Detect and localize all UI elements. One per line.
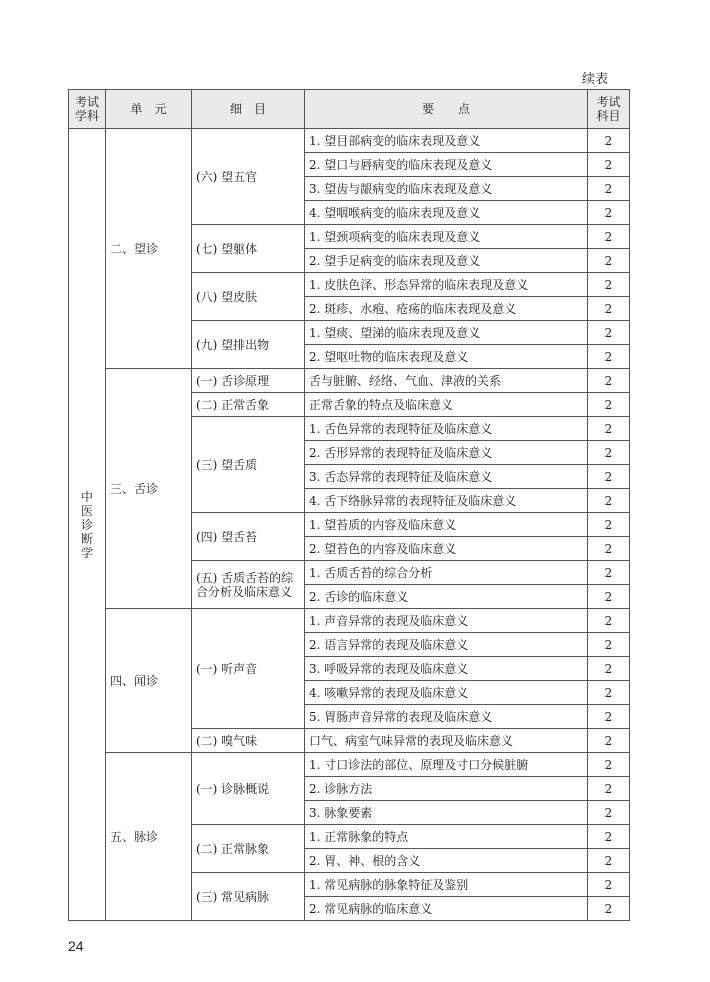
point-cell: 舌与脏腑、经络、气血、津液的关系: [305, 369, 588, 393]
subject-name: 中医诊断学: [80, 489, 93, 560]
point-cell: 4. 望咽喉病变的临床表现及意义: [305, 201, 588, 225]
table-row: [69, 609, 630, 633]
point-cell: 4. 咳嗽异常的表现及临床意义: [305, 681, 588, 705]
level-cell: 2: [588, 297, 630, 321]
level-cell: 2: [588, 777, 630, 801]
header-subject: 考试学科: [69, 90, 106, 129]
item-cell: (七) 望躯体: [192, 225, 305, 273]
unit-cell: 三、舌诊: [106, 369, 192, 609]
level-cell: 2: [588, 609, 630, 633]
point-cell: 3. 望齿与龈病变的临床表现及意义: [305, 177, 588, 201]
unit-cell: 四、闻诊: [106, 609, 192, 753]
level-cell: 2: [588, 249, 630, 273]
header-unit: 单 元: [106, 90, 192, 129]
unit-cell: 二、望诊: [106, 129, 192, 369]
subject-cell: [69, 129, 106, 921]
point-cell: 2. 望呕吐物的临床表现及意义: [305, 345, 588, 369]
level-cell: 2: [588, 753, 630, 777]
level-cell: 2: [588, 561, 630, 585]
level-cell: 2: [588, 321, 630, 345]
level-cell: 2: [588, 129, 630, 153]
item-cell: (一) 舌诊原理: [192, 369, 305, 393]
item-cell: (二) 正常舌象: [192, 393, 305, 417]
header-points: 要 点: [305, 90, 588, 129]
point-cell: 2. 望苔色的内容及临床意义: [305, 537, 588, 561]
point-cell: 正常舌象的特点及临床意义: [305, 393, 588, 417]
item-cell: (二) 嗅气味: [192, 729, 305, 753]
level-cell: 2: [588, 489, 630, 513]
item-cell: (三) 望舌质: [192, 417, 305, 513]
point-cell: 4. 舌下络脉异常的表现特征及临床意义: [305, 489, 588, 513]
level-cell: 2: [588, 273, 630, 297]
point-cell: 1. 望痰、望涕的临床表现及意义: [305, 321, 588, 345]
syllabus-table: [68, 89, 630, 921]
point-cell: 2. 斑疹、水疱、疮疡的临床表现及意义: [305, 297, 588, 321]
point-cell: 1. 望苔质的内容及临床意义: [305, 513, 588, 537]
table-row: [69, 129, 630, 153]
level-cell: 2: [588, 825, 630, 849]
point-cell: 2. 语言异常的表现及临床意义: [305, 633, 588, 657]
point-cell: 2. 舌诊的临床意义: [305, 585, 588, 609]
point-cell: 1. 寸口诊法的部位、原理及寸口分候脏腑: [305, 753, 588, 777]
point-cell: 2. 舌形异常的表现特征及临床意义: [305, 441, 588, 465]
point-cell: 口气、病室气味异常的表现及临床意义: [305, 729, 588, 753]
item-cell: (一) 诊脉概说: [192, 753, 305, 825]
item-cell: (三) 常见病脉: [192, 873, 305, 921]
level-cell: 2: [588, 849, 630, 873]
point-cell: 2. 诊脉方法: [305, 777, 588, 801]
point-cell: 1. 声音异常的表现及临床意义: [305, 609, 588, 633]
level-cell: 2: [588, 153, 630, 177]
unit-cell: 五、脉诊: [106, 753, 192, 921]
item-cell: (四) 望舌苔: [192, 513, 305, 561]
level-cell: 2: [588, 705, 630, 729]
item-cell: (二) 正常脉象: [192, 825, 305, 873]
syllabus-table-body: [69, 90, 630, 921]
level-cell: 2: [588, 177, 630, 201]
level-cell: 2: [588, 513, 630, 537]
level-cell: 2: [588, 537, 630, 561]
item-cell: (八) 望皮肤: [192, 273, 305, 321]
point-cell: 1. 望颈项病变的临床表现及意义: [305, 225, 588, 249]
header-item: 细 目: [192, 90, 305, 129]
point-cell: 1. 正常脉象的特点: [305, 825, 588, 849]
point-cell: 3. 呼吸异常的表现及临床意义: [305, 657, 588, 681]
point-cell: 1. 舌质舌苔的综合分析: [305, 561, 588, 585]
page-number: 24: [68, 938, 84, 954]
point-cell: 1. 常见病脉的脉象特征及鉴别: [305, 873, 588, 897]
header-level: 考试科目: [588, 90, 630, 129]
item-cell: (九) 望排出物: [192, 321, 305, 369]
level-cell: 2: [588, 897, 630, 921]
level-cell: 2: [588, 801, 630, 825]
level-cell: 2: [588, 657, 630, 681]
point-cell: 2. 胃、神、根的含义: [305, 849, 588, 873]
level-cell: 2: [588, 729, 630, 753]
point-cell: 3. 脉象要素: [305, 801, 588, 825]
level-cell: 2: [588, 465, 630, 489]
point-cell: 2. 望口与唇病变的临床表现及意义: [305, 153, 588, 177]
level-cell: 2: [588, 585, 630, 609]
level-cell: 2: [588, 393, 630, 417]
table-header-row: [69, 90, 630, 129]
level-cell: 2: [588, 225, 630, 249]
level-cell: 2: [588, 633, 630, 657]
level-cell: 2: [588, 417, 630, 441]
point-cell: 2. 常见病脉的临床意义: [305, 897, 588, 921]
continued-label: 续表: [582, 72, 609, 87]
level-cell: 2: [588, 873, 630, 897]
level-cell: 2: [588, 201, 630, 225]
point-cell: 3. 舌态异常的表现特征及临床意义: [305, 465, 588, 489]
table-row: [69, 369, 630, 393]
point-cell: 1. 皮肤色泽、形态异常的临床表现及意义: [305, 273, 588, 297]
item-cell: (一) 听声音: [192, 609, 305, 729]
level-cell: 2: [588, 441, 630, 465]
item-cell: (六) 望五官: [192, 129, 305, 225]
level-cell: 2: [588, 369, 630, 393]
point-cell: 1. 望目部病变的临床表现及意义: [305, 129, 588, 153]
item-cell: (五) 舌质舌苔的综合分析及临床意义: [192, 561, 305, 609]
point-cell: 5. 胃肠声音异常的表现及临床意义: [305, 705, 588, 729]
table-row: [69, 753, 630, 777]
point-cell: 1. 舌色异常的表现特征及临床意义: [305, 417, 588, 441]
level-cell: 2: [588, 345, 630, 369]
point-cell: 2. 望手足病变的临床表现及意义: [305, 249, 588, 273]
level-cell: 2: [588, 681, 630, 705]
